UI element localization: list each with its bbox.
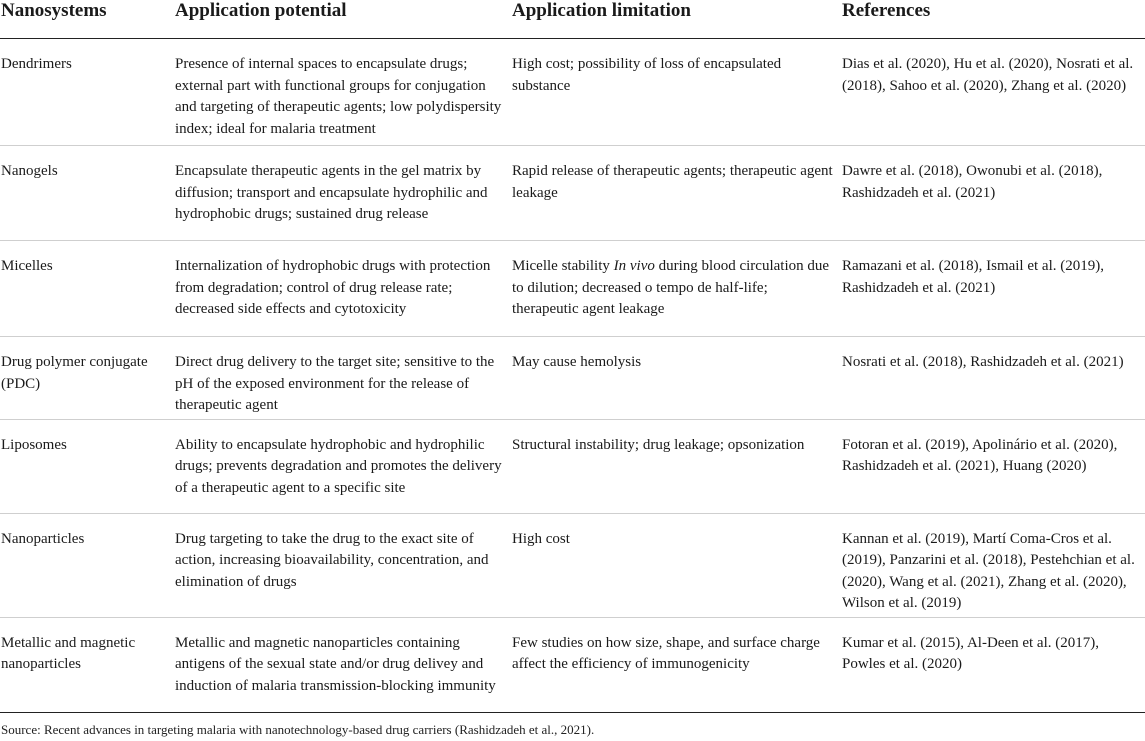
cell-limitation: High cost bbox=[512, 513, 842, 617]
cell-nanosystem: Liposomes bbox=[0, 419, 173, 513]
cell-references: Nosrati et al. (2018), Rashidzadeh et al. (2021) bbox=[842, 337, 1145, 420]
table-row bbox=[0, 241, 1145, 337]
header-references: References bbox=[842, 0, 1145, 39]
cell-limitation: Few studies on how size, shape, and surface charge affect the efficiency of immunogenicity bbox=[512, 617, 842, 712]
cell-nanosystem: Micelles bbox=[0, 241, 173, 337]
cell-potential: Ability to encapsulate hydrophobic and hydrophilic drugs; prevents degradation and promotes the delivery of a therapeutic agent to a specific site bbox=[173, 419, 512, 513]
cell-nanosystem: Nanoparticles bbox=[0, 513, 173, 617]
cell-limitation bbox=[512, 241, 842, 337]
limitation-text-after: during blood circulation due to dilution; decreased o tempo de half-life; therapeutic agent leakage bbox=[512, 258, 830, 317]
cell-nanosystem: Dendrimers bbox=[0, 39, 173, 146]
table-row bbox=[0, 419, 1145, 513]
table-row bbox=[0, 513, 1145, 617]
header-application-potential: Application potential bbox=[173, 0, 512, 39]
cell-limitation: Structural instability; drug leakage; opsonization bbox=[512, 419, 842, 513]
header-row bbox=[0, 0, 1145, 39]
cell-limitation: Rapid release of therapeutic agents; therapeutic agent leakage bbox=[512, 146, 842, 241]
limitation-text-before: Micelle stability bbox=[512, 258, 614, 274]
cell-nanosystem: Metallic and magnetic nanoparticles bbox=[0, 617, 173, 712]
table-body bbox=[0, 39, 1145, 713]
header-application-limitation: Application limitation bbox=[512, 0, 842, 39]
table-row bbox=[0, 337, 1145, 420]
cell-limitation: May cause hemolysis bbox=[512, 337, 842, 420]
cell-potential: Encapsulate therapeutic agents in the gel matrix by diffusion; transport and encapsulate hydrophilic and hydrophobic drugs; sustained drug release bbox=[173, 146, 512, 241]
cell-potential: Presence of internal spaces to encapsulate drugs; external part with functional groups for conjugation and targeting of therapeutic agents; low polydispersity index; ideal for malaria treatment bbox=[173, 39, 512, 146]
cell-nanosystem: Drug polymer conjugate (PDC) bbox=[0, 337, 173, 420]
cell-potential: Direct drug delivery to the target site; sensitive to the pH of the exposed environment for the release of therapeutic agent bbox=[173, 337, 512, 420]
header-nanosystems: Nanosystems bbox=[0, 0, 173, 39]
limitation-text-italic: In vivo bbox=[613, 258, 655, 274]
cell-references: Fotoran et al. (2019), Apolinário et al. (2020), Rashidzadeh et al. (2021), Huang (2020) bbox=[842, 419, 1145, 513]
table-row bbox=[0, 146, 1145, 241]
source-note: Source: Recent advances in targeting malaria with nanotechnology-based drug carriers (Rashidzadeh et al., 2021). bbox=[1, 722, 595, 737]
table-header bbox=[0, 0, 1145, 39]
cell-references: Dias et al. (2020), Hu et al. (2020), Nosrati et al. (2018), Sahoo et al. (2020), Zhang et al. (2020) bbox=[842, 39, 1145, 146]
cell-limitation: High cost; possibility of loss of encapsulated substance bbox=[512, 39, 842, 146]
cell-potential: Internalization of hydrophobic drugs with protection from degradation; control of drug release rate; decreased side effects and cytotoxicity bbox=[173, 241, 512, 337]
table-row bbox=[0, 617, 1145, 712]
cell-references: Kumar et al. (2015), Al-Deen et al. (2017), Powles et al. (2020) bbox=[842, 617, 1145, 712]
cell-potential: Metallic and magnetic nanoparticles containing antigens of the sexual state and/or drug delivey and induction of malaria transmission-blocking immunity bbox=[173, 617, 512, 712]
cell-references: Kannan et al. (2019), Martí Coma-Cros et al. (2019), Panzarini et al. (2018), Pestehchian et al. (2020), Wang et al. (2021), Zhang et al. (2020), Wilson et al. (2019) bbox=[842, 513, 1145, 617]
cell-potential: Drug targeting to take the drug to the exact site of action, increasing bioavailability, concentration, and elimination of drugs bbox=[173, 513, 512, 617]
cell-references: Dawre et al. (2018), Owonubi et al. (2018), Rashidzadeh et al. (2021) bbox=[842, 146, 1145, 241]
cell-references: Ramazani et al. (2018), Ismail et al. (2019), Rashidzadeh et al. (2021) bbox=[842, 241, 1145, 337]
table-row bbox=[0, 39, 1145, 146]
cell-nanosystem: Nanogels bbox=[0, 146, 173, 241]
